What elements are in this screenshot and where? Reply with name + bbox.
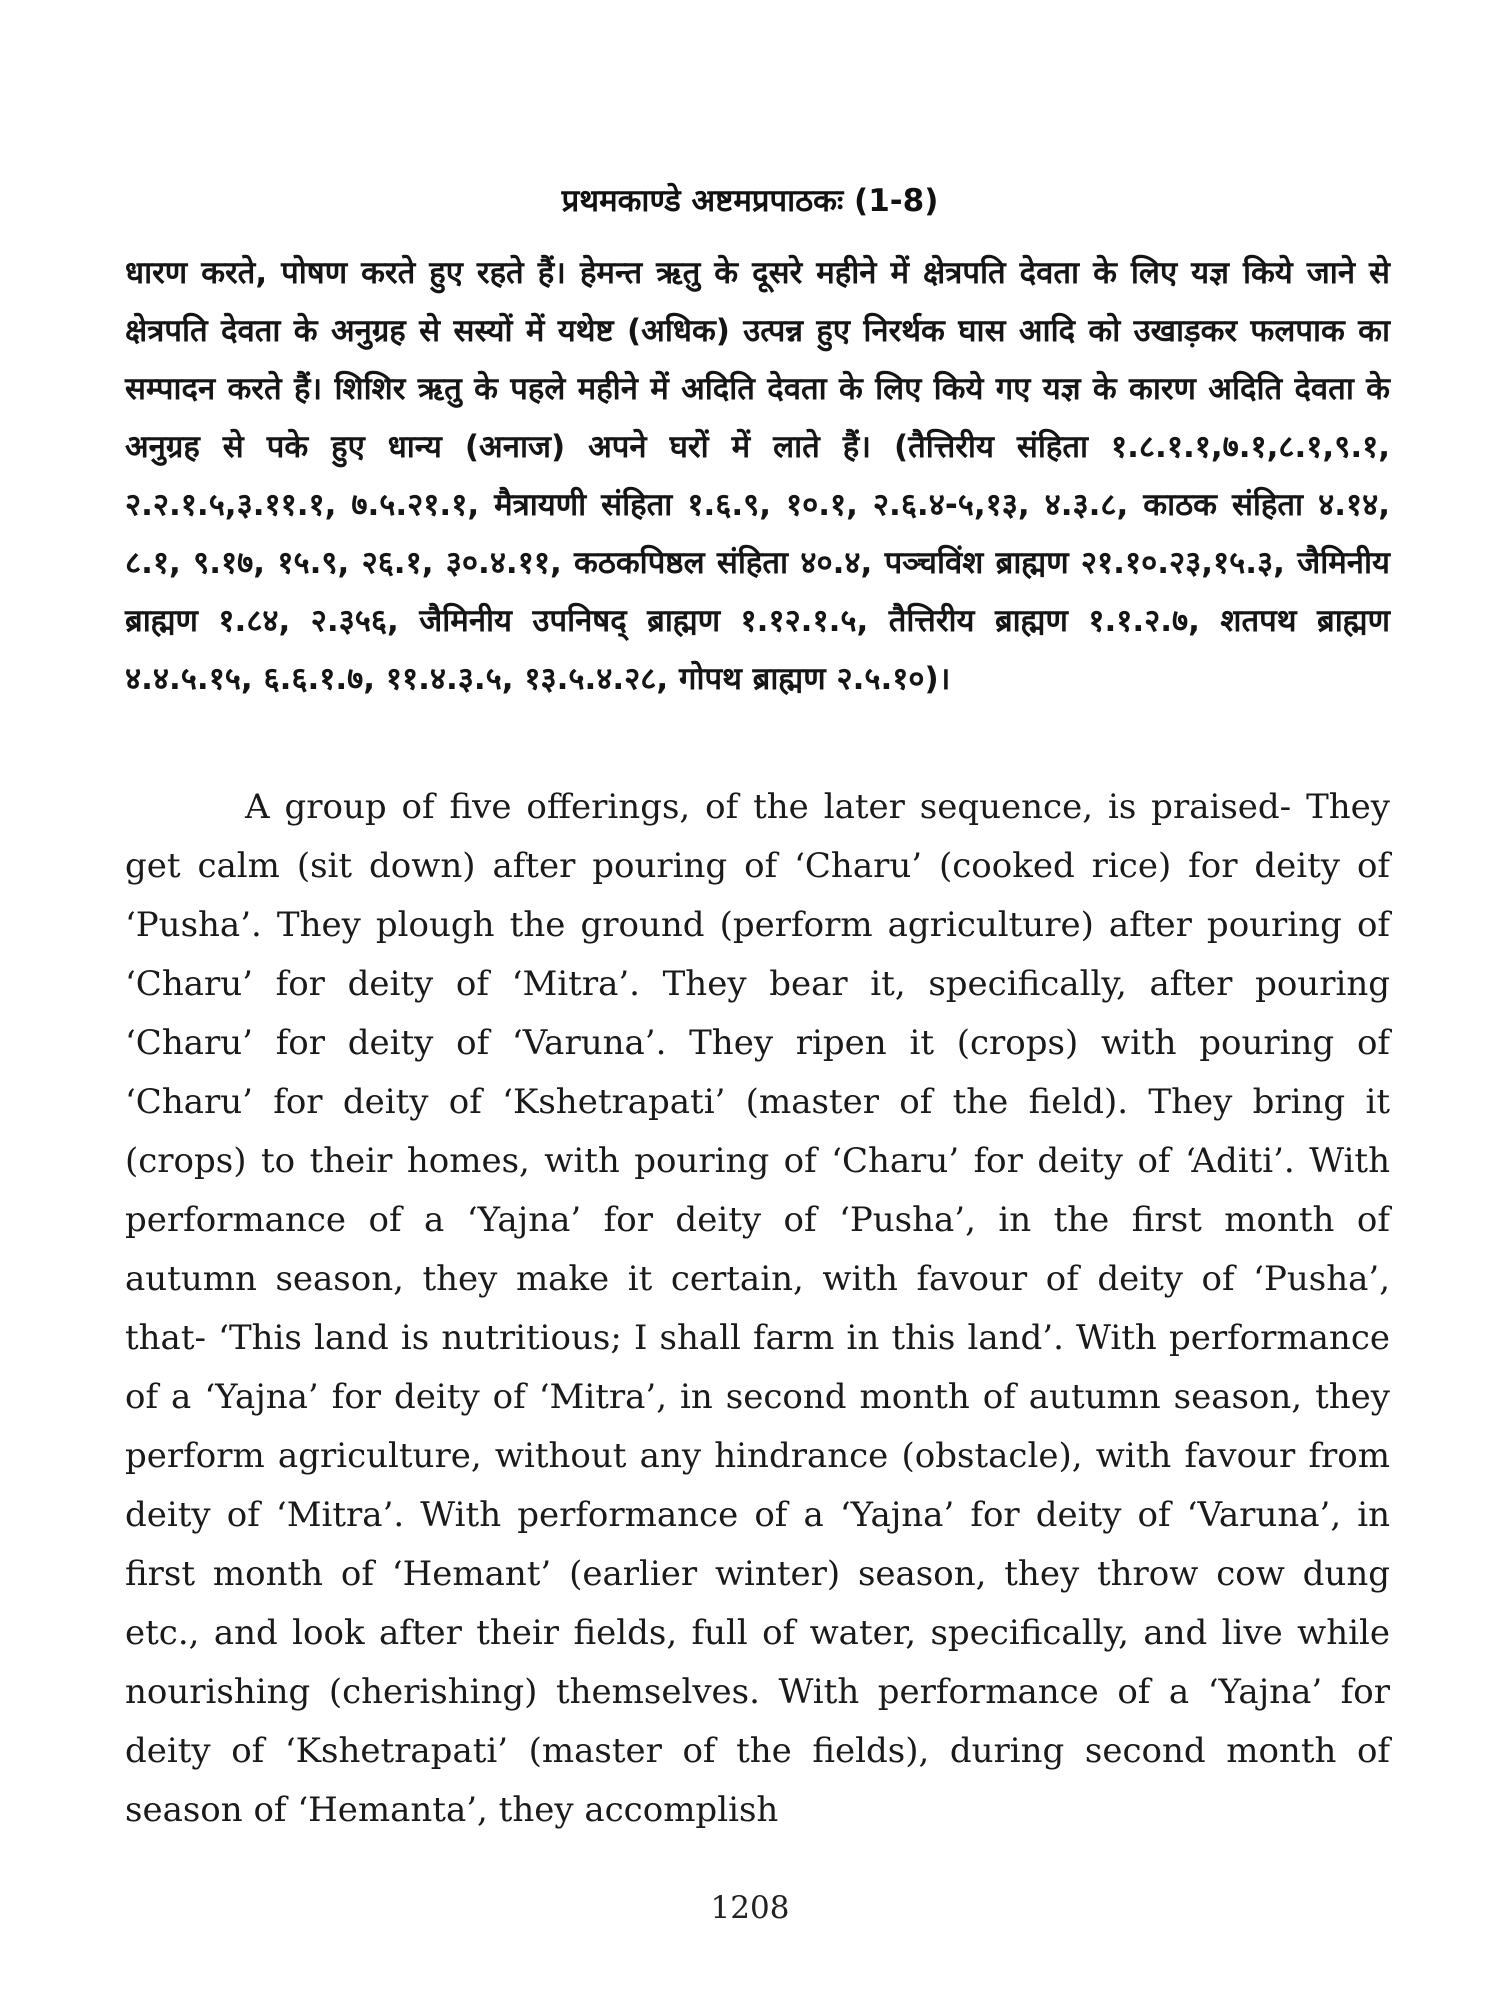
hindi-paragraph: धारण करते, पोषण करते हुए रहते हैं। हेमन्त ऋतु के दूसरे महीने में क्षेत्रपति देवता के लिए यज्ञ किये जाने से क्षेत्रपति देवता के अनुग्रह से सस्यों में यथेष्ट (अधिक) उत्पन्न हुए निरर्थक घास आदि को उखाड़कर फलपाक का सम्पादन करते हैं। शिशिर ऋतु के पहले महीने में अदिति देवता के लिए किये गए यज्ञ के कारण अदिति देवता के अनुग्रह से पके हुए धान्य (अनाज) अपने घरों में लाते हैं। (तैत्तिरीय संहिता १.८.१.१,७.१,८.१,९.१, २.२.१.५,३.११.१, ७.५.२१.१, मैत्रायणी संहिता १.६.९, १०.१, २.६.४-५,१३, ४.३.८, काठक संहिता ४.१४, ८.१, ९.१७, १५.९, २६.१, ३०.४.११, कठकपिष्ठल संहिता ४०.४, पञ्चविंश ब्राह्मण २१.१०.२३,१५.३, जैमिनीय ब्राह्मण १.८४, २.३५६, जैमिनीय उपनिषद् ब्राह्मण १.१२.१.५, तैत्तिरीय ब्राह्मण १.१.२.७, शतपथ ब्राह्मण ४.४.५.१५, ६.६.१.७, ११.४.३.५, १३.५.४.२८, गोपथ ब्राह्मण २.५.१०)। [125, 255, 1390, 697]
english-text-block [125, 778, 1390, 1840]
page-number: 1208 [710, 1890, 790, 1926]
running-header: प्रथमकाण्डे अष्टमप्रपाठकः (1-8) [561, 183, 939, 219]
hindi-text-block [125, 244, 1390, 708]
english-paragraph: A group of five offerings, of the later sequence, is praised- They get calm (sit down) after pouring of ‘Charu’ (cooked rice) for deity of ‘Pusha’. They plough the ground (perform agriculture) after pouring of ‘Charu’ for deity of ‘Mitra’. They bear it, specifically, after pouring ‘Charu’ for deity of ‘Varuna’. They ripen it (crops) with pouring of ‘Charu’ for deity of ‘Kshetrapati’ (master of the field). They bring it (crops) to their homes, with pouring of ‘Charu’ for deity of ‘Aditi’. With performance of a ‘Yajna’ for deity of ‘Pusha’, in the first month of autumn season, they make it certain, with favour of deity of ‘Pusha’, that- ‘This land is nutritious; I shall farm in this land’. With performance of a ‘Yajna’ for deity of ‘Mitra’, in second month of autumn season, they perform agriculture, without any hindrance (obstacle), with favour from deity of ‘Mitra’. With performance of a ‘Yajna’ for deity of ‘Varuna’, in first month of ‘Hemant’ (earlier winter) season, they throw cow dung etc., and look after their fields, full of water, specifically, and live while nourishing (cherishing) themselves. With performance of a ‘Yajna’ for deity of ‘Kshetrapati’ (master of the fields), during second month of season of ‘Hemanta’, they accomplish [125, 787, 1390, 1830]
